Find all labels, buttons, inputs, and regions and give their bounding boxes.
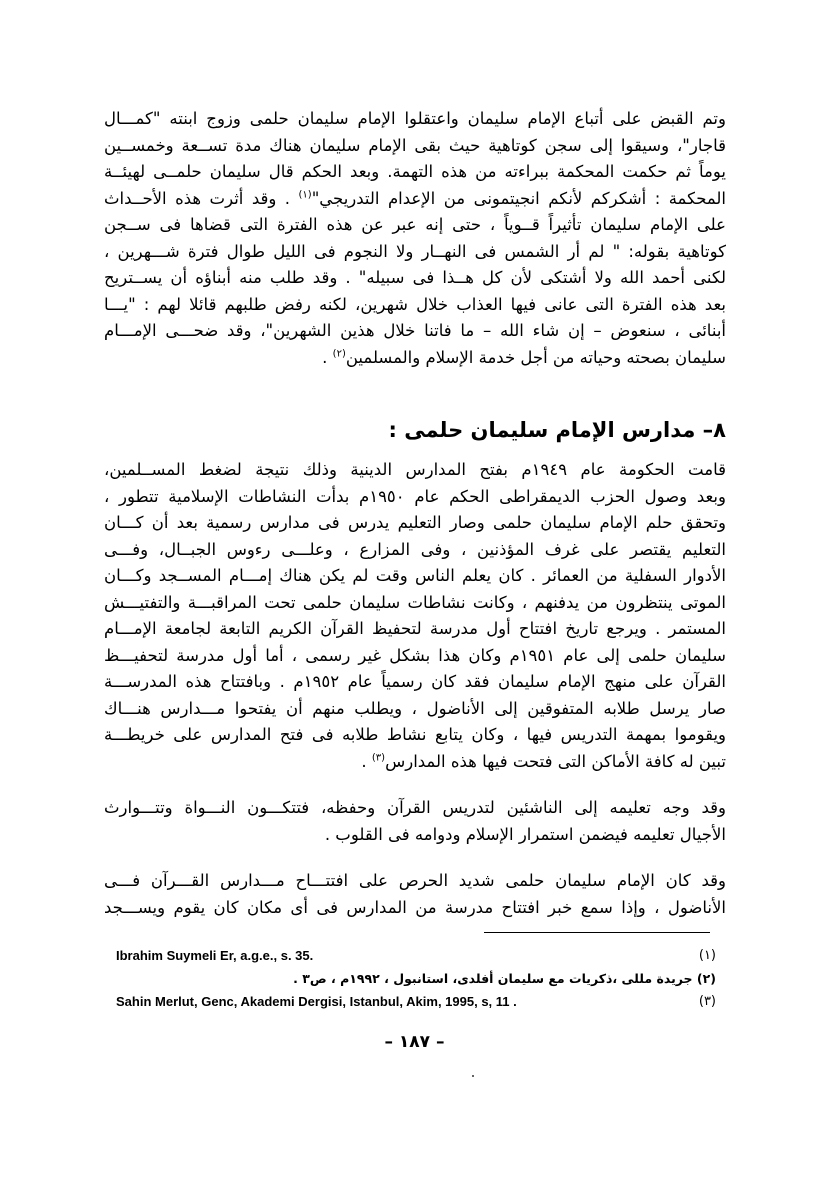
- text-line: وتم القبض على أتباع الإمام سليمان واعتقلوا الإمام سليمان حلمى وزوج ابنته "كمـــال: [104, 109, 726, 128]
- page-number: – ١٨٧ –: [384, 1032, 445, 1052]
- text-line: الأدوار السفلية من العمائر . كان يعلم الناس وقت لم يكن هناك إمـــام المســجد وكـــان: [104, 566, 726, 585]
- text-line: [104, 186, 726, 213]
- paragraph-teaching-youth: [104, 795, 726, 848]
- footnotes: [104, 948, 716, 1017]
- text-segment: سليمان بصحته وحياته من أجل خدمة الإسلام والمسلمين: [345, 347, 726, 367]
- text-segment: . وقد أثرت هذه الأحــداث: [104, 188, 299, 208]
- text-segment: تبين له كافة الأماكن التى فتحت فيها هذه المدارس: [385, 751, 726, 771]
- footnote-reference[interactable]: (٣): [371, 752, 386, 763]
- footnote-text: Ibrahim Suymeli Er, a.g.e., s. 35.: [116, 948, 314, 963]
- text-line: المستمر . ويرجع تاريخ افتتاح أول مدرسة لتحفيظ القرآن الكريم التابعة لجامعة الإمـــام: [104, 619, 726, 638]
- footnote-2: [104, 971, 716, 994]
- footnote-text: [293, 971, 716, 986]
- text-line: الموتى ينتظرون من يدفنهم ، وكانت نشاطات سليمان حلمى تحت المراقبـــة والتفتيـــش: [104, 592, 726, 612]
- footnote-1: [104, 948, 716, 971]
- text-line: قاجار"، وسيقوا إلى سجن كوتاهية حيث بقى الإمام سليمان هناك مدة تســعة وخمســين: [104, 135, 726, 155]
- paragraph-arrest-and-trial: [104, 106, 726, 371]
- text-line: الأجيال تعليمه فيضمن استمرار الإسلام ودوامه فى القلوب .: [324, 824, 726, 844]
- text-line: القرآن على منهج الإمام سليمان فقد كان رسمياً عام ١٩٥٢م . وبافتتاح هذه المدرســـة: [104, 672, 726, 691]
- text-line: وبعد وصول الحزب الديمقراطى الحكم عام ١٩٥٠م بدأت النشاطات الإسلامية تتطور ،: [104, 486, 726, 506]
- text-line: الأناضول ، وإذا سمع خبر افتتاح مدرسة من المدارس فى أى مكان كان يقوم ويســـجد: [104, 897, 726, 917]
- text-line: [104, 749, 726, 776]
- footnote-3: [104, 994, 716, 1017]
- text-line: التعليم يقتصر على غرف المؤذنين ، وفى المزارع ، وعلـــى رءوس الجبــال، وفـــى: [104, 539, 726, 559]
- text-line: كوتاهية بقوله: " لم أر الشمس فى النهــار ولا النجوم فى الليل طوال فترة شـــهرين ،: [104, 241, 726, 261]
- text-line: على الإمام سليمان تأثيراً قــوياً ، حتى إنه عبر عن هذه الفترة التى قضاها فى ســجن: [104, 215, 726, 234]
- footnote-text: Sahin Merlut, Genc, Akademi Dergisi, Istanbul, Akim, 1995, s, 11 .: [116, 994, 517, 1009]
- paragraph-schools: [104, 457, 726, 775]
- paragraph-opening-schools: [104, 868, 726, 921]
- text-segment: .: [322, 347, 333, 367]
- scan-speck: [472, 1075, 474, 1077]
- text-line: وتحقق حلم الإمام سليمان حلمى وصار التعليم يدرس فى مدارس رسمية بعد أن كـــان: [104, 513, 726, 532]
- text-line: ويقوموا بمهمة التدريس فيها ، وكان يتابع نشاط طلابه فى فتح المدارس على خريطـــة: [104, 725, 726, 744]
- text-line: بعد هذه الفترة التى عانى فيها العذاب خلال شهرين، لكنه رفض طلبهم قائلا لهم : "يـــا: [104, 294, 726, 314]
- footnote-number: (٣): [698, 994, 716, 1009]
- section-heading: ٨– مدارس الإمام سليمان حلمى :: [388, 418, 726, 442]
- footnote-number: (١): [698, 948, 716, 963]
- footnote-reference[interactable]: (١): [298, 189, 312, 200]
- text-line: وقد كان الإمام سليمان حلمى شديد الحرص على افتتـــاح مـــدارس القـــرآن فـــى: [104, 871, 726, 890]
- footnote-divider: [484, 932, 710, 933]
- text-segment: .: [361, 751, 372, 771]
- text-line: قامت الحكومة عام ١٩٤٩م بفتح المدارس الدينية وذلك نتيجة لضغط المســلمين،: [104, 460, 726, 479]
- text-line: [104, 345, 726, 372]
- text-line: أبنائى ، سنعوض – إن شاء الله – ما فاتنا خلال هذين الشهرين"، وقد ضحـــى الإمـــام: [104, 321, 726, 340]
- text-line: يوماً ثم حكمت المحكمة ببراءته من هذه التهمة. وبعد الحكم قال سليمان حلمــى لهيئــة: [104, 162, 726, 181]
- footnote-body: جريدة مللى ،ذكريات مع سليمان أفلدى، استانبول ، ١٩٩٢م ، ص٣ .: [293, 971, 693, 986]
- footnote-number: (٢): [696, 971, 716, 986]
- text-line: لكنى أحمد الله ولا أشتكى لأن كل هــذا فى سبيله" . وقد طلب منه أبناؤه أن يســتريح: [104, 268, 726, 287]
- text-line: سليمان حلمى إلى عام ١٩٥١م وكان هذا بشكل غير رسمى ، أما أول مدرسة لتحفيـــظ: [104, 645, 726, 665]
- text-line: وقد وجه تعليمه إلى الناشئين لتدريس القرآن وحفظه، فتتكـــون النـــواة وتتـــوارث: [104, 798, 726, 817]
- footnote-reference[interactable]: (٢): [332, 348, 346, 359]
- text-line: صار يرسل طلابه المتفوقين إلى الأناضول ، ويطلب منهم أن يفتحوا مـــدارس هنـــاك: [104, 698, 726, 718]
- text-segment: المحكمة : أشكركم لأنكم انجيتمونى من الإعدام التدريجي": [311, 188, 726, 208]
